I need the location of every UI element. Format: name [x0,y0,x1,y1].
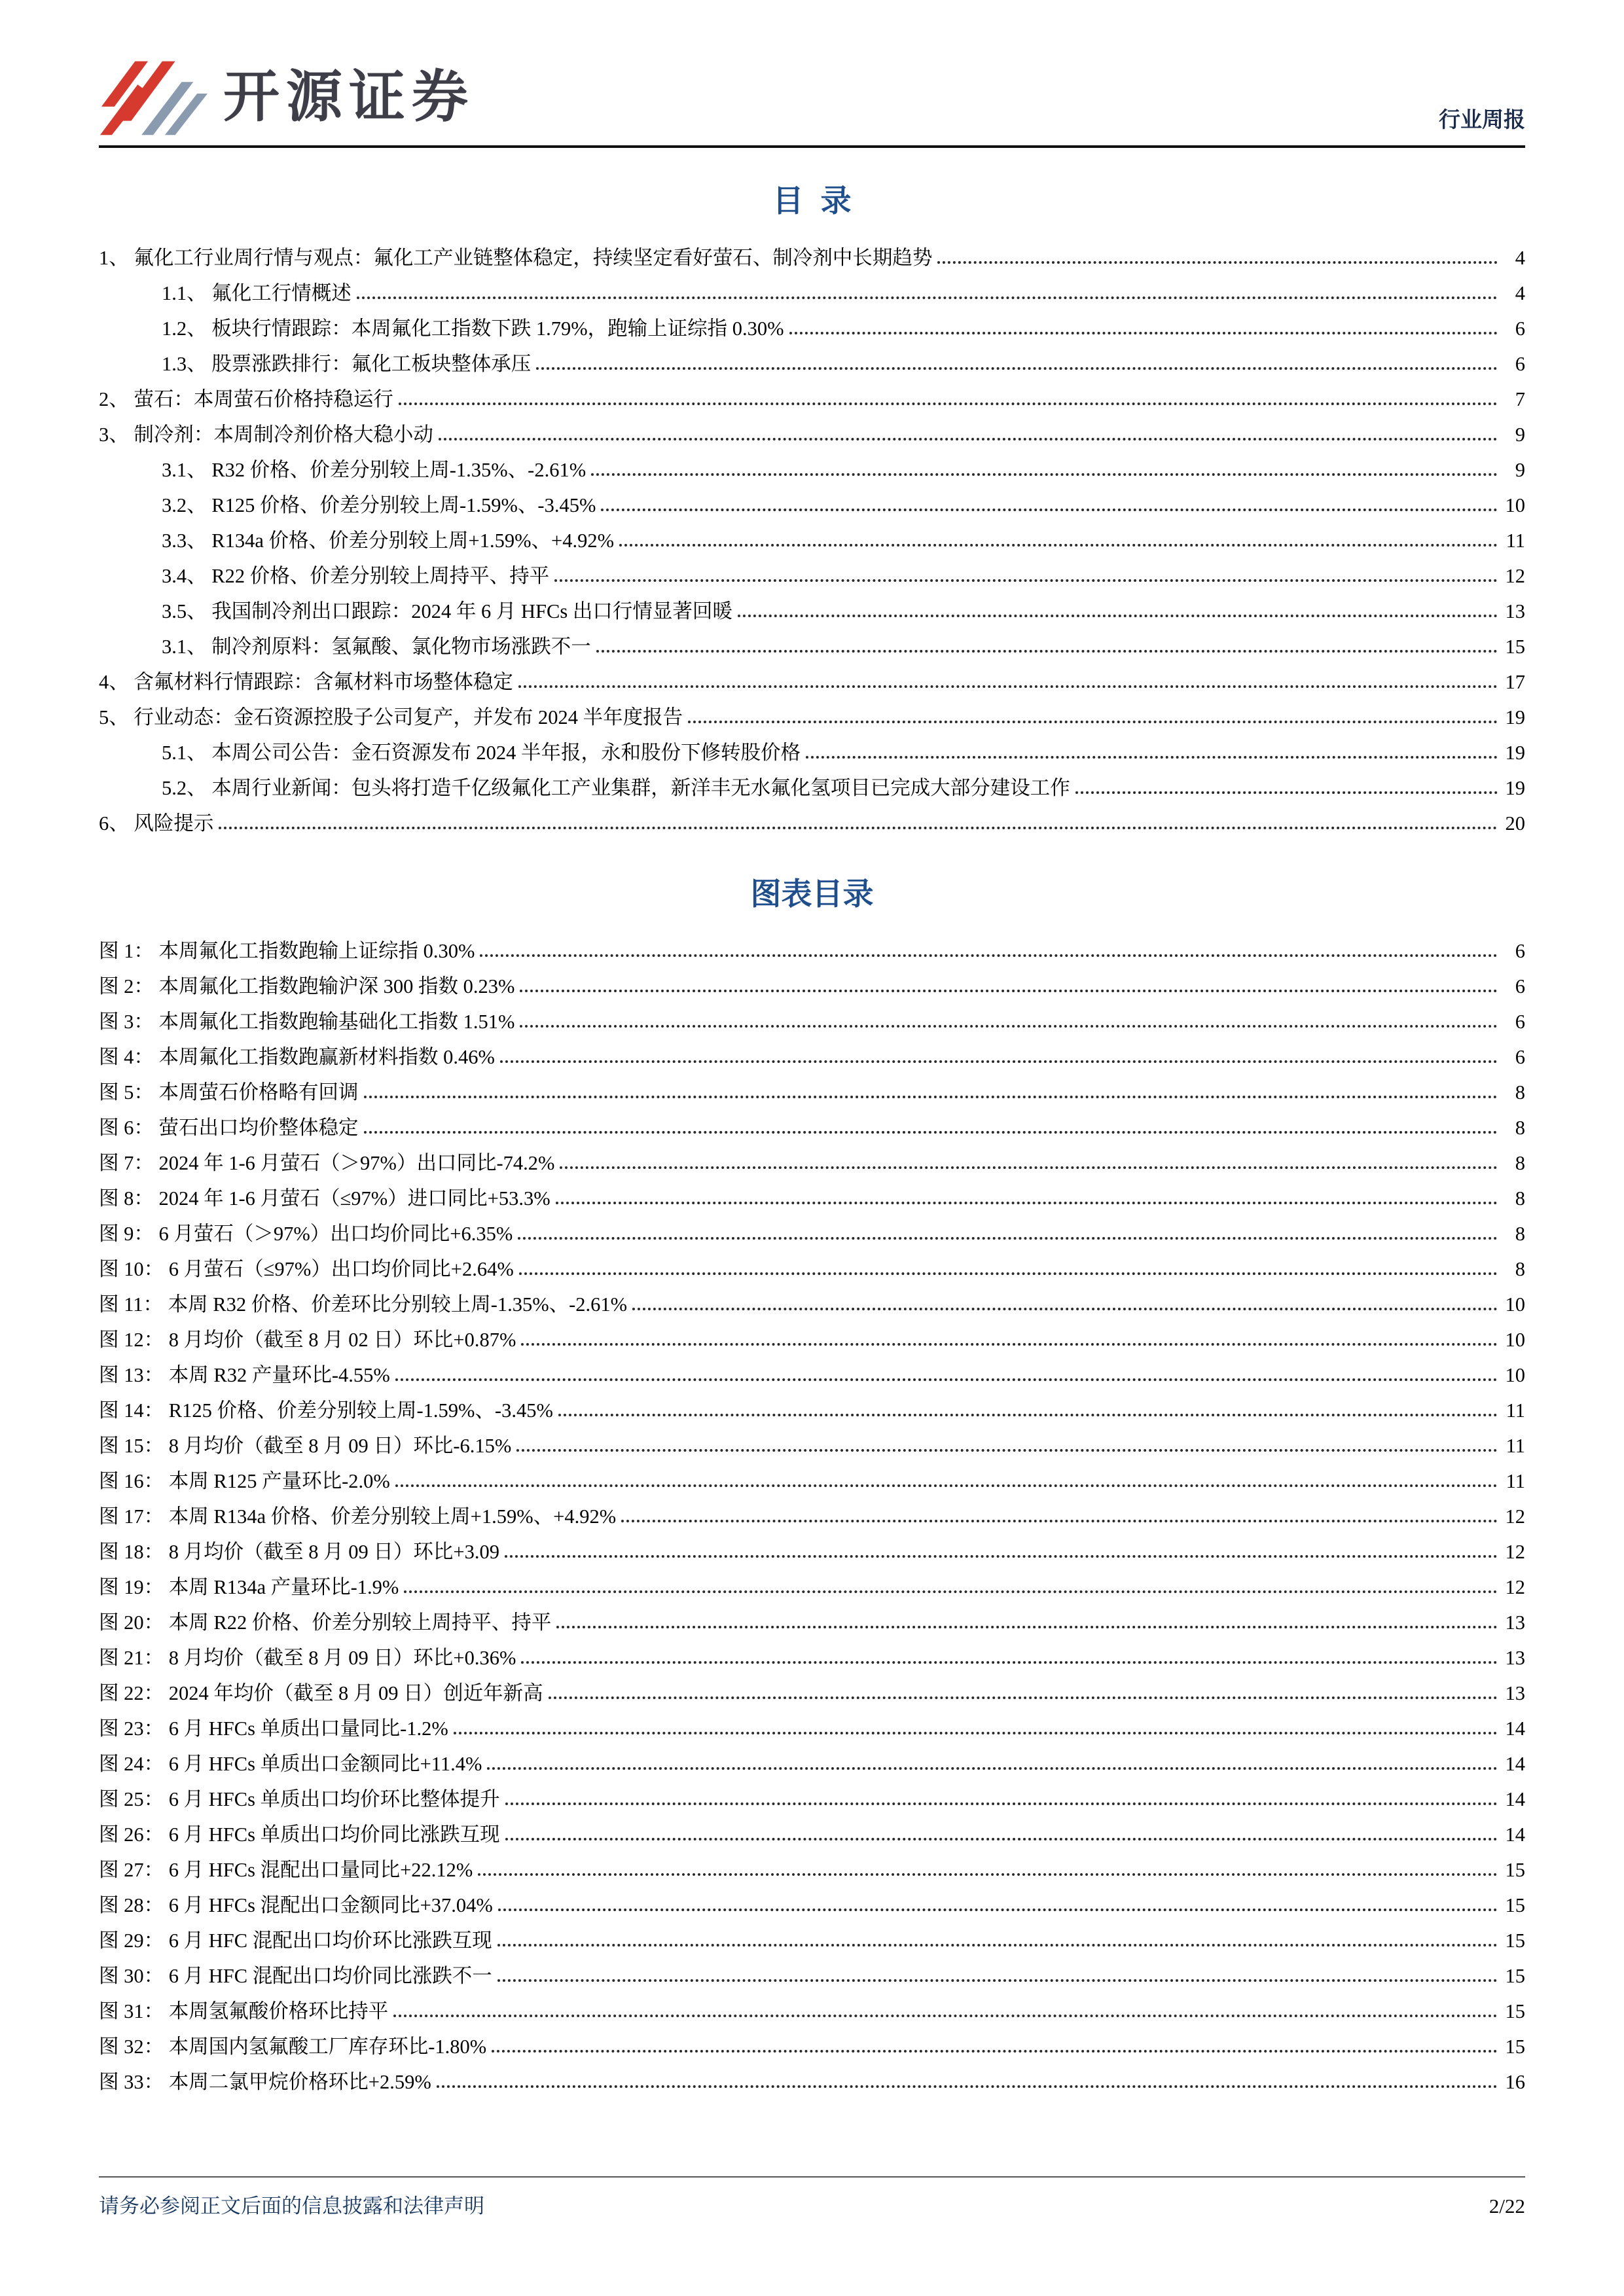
figure-entry[interactable] [99,1283,1525,1318]
figure-entry-page: 12 [1505,1576,1525,1599]
figure-entry-page: 8 [1515,1117,1525,1139]
toc-entry-page: 19 [1505,742,1525,764]
toc-entry-label: 3.5、 我国制冷剂出口跟踪：2024 年 6 月 HFCs 出口行情显著回暖 [162,600,732,623]
dot-leader [560,1166,1498,1169]
figure-entry-label: 图 2： 本周氟化工指数跑输沪深 300 指数 0.23% [99,975,515,998]
figure-entry-label: 图 4： 本周氟化工指数跑赢新材料指数 0.46% [99,1046,495,1069]
figure-entry-label: 图 3： 本周氟化工指数跑输基础化工指数 1.51% [99,1011,515,1033]
toc-entry-label: 3.2、 R125 价格、价差分别较上周-1.59%、-3.45% [162,494,596,517]
dot-leader [518,685,1498,688]
dot-leader [487,1767,1498,1770]
toc-entry-label: 5、 行业动态：金石资源控股子公司复产，并发布 2024 半年度报告 [99,706,683,729]
toc-entry[interactable] [99,484,1525,519]
toc-entry-label: 3.3、 R134a 价格、价差分别较上周+1.59%、+4.92% [162,529,614,552]
toc-entry-page: 4 [1515,282,1525,305]
toc-entry[interactable] [99,307,1525,342]
figure-entry-page: 15 [1505,1859,1525,1882]
dot-leader [399,403,1498,405]
dot-leader [505,1555,1498,1558]
toc-entry-label: 3.1、 R32 价格、价差分别较上周-1.35%、-2.61% [162,459,586,482]
toc-entry[interactable] [99,766,1525,802]
dot-leader [549,1696,1498,1699]
figure-entry-label: 图 12： 8 月均价（截至 8 月 02 日）环比+0.87% [99,1329,516,1352]
figure-entry-label: 图 29： 6 月 HFC 混配出口均价环比涨跌互现 [99,1929,492,1952]
figure-entry[interactable] [99,2060,1525,2096]
figure-entry[interactable] [99,1460,1525,1495]
figure-entry[interactable] [99,1389,1525,1424]
toc-entry[interactable] [99,554,1525,590]
dot-leader [497,1979,1498,1982]
figure-entry[interactable] [99,1884,1525,1919]
dot-leader [789,332,1498,334]
dot-leader [364,1096,1498,1098]
figure-entry-page: 11 [1506,1435,1525,1458]
figure-entry[interactable] [99,1424,1525,1460]
dot-leader [505,1803,1498,1805]
toc-entry-page: 19 [1505,706,1525,729]
dot-leader [596,650,1498,653]
figure-entry-label: 图 23： 6 月 HFCs 单质出口量同比-1.2% [99,1717,448,1740]
figure-entry-page: 12 [1505,1541,1525,1564]
figure-entry[interactable] [99,1177,1525,1212]
dot-leader [395,1378,1498,1381]
toc-entry-label: 4、 含氟材料行情跟踪：含氟材料市场整体稳定 [99,671,513,694]
toc-entry[interactable] [99,519,1525,554]
figure-entry[interactable] [99,1566,1525,1601]
figure-entry-page: 10 [1505,1329,1525,1352]
dot-leader [937,261,1498,264]
figure-entry[interactable] [99,1919,1525,1954]
toc-entry-label: 3.4、 R22 价格、价差分别较上周持平、持平 [162,565,550,588]
figure-entry-page: 11 [1506,1399,1525,1422]
dot-leader [357,296,1498,299]
dot-leader [806,756,1498,759]
toc-entry[interactable] [99,448,1525,484]
toc-entry-page: 10 [1505,494,1525,517]
figure-entry-label: 图 32： 本周国内氢氟酸工厂库存环比-1.80% [99,2036,487,2058]
figure-entry-label: 图 10： 6 月萤石（≤97%）出口均价同比+2.64% [99,1258,514,1281]
dot-leader [498,1909,1498,1911]
figure-entry-label: 图 14： R125 价格、价差分别较上周-1.59%、-3.45% [99,1399,553,1422]
figure-entry-label: 图 31： 本周氢氟酸价格环比持平 [99,2000,389,2023]
dot-leader [404,1590,1498,1593]
figure-entry[interactable] [99,2025,1525,2060]
dot-leader [518,1237,1498,1240]
dot-leader [556,1202,1498,1204]
footer-disclaimer: 请务必参阅正文后面的信息披露和法律声明 [99,2195,484,2217]
dot-leader [478,1873,1498,1876]
dot-leader [219,827,1498,829]
figure-entry-page: 14 [1505,1753,1525,1776]
figure-entry-label: 图 33： 本周二氯甲烷价格环比+2.59% [99,2071,431,2094]
figure-entry-label: 图 13： 本周 R32 产量环比-4.55% [99,1364,390,1387]
dot-leader [521,1343,1498,1346]
figure-entry-page: 13 [1505,1611,1525,1634]
dot-leader [492,2050,1498,2053]
figure-entry[interactable] [99,1636,1525,1672]
figure-entry-page: 10 [1505,1293,1525,1316]
toc-entry[interactable] [99,660,1525,696]
figure-entry-label: 图 9： 6 月萤石（＞97%）出口均价同比+6.35% [99,1223,513,1246]
figure-entry-page: 8 [1515,1258,1525,1281]
figure-entry-label: 图 7： 2024 年 1-6 月萤石（＞97%）出口同比-74.2% [99,1152,555,1175]
toc-entry-label: 3.1、 制冷剂原料：氢氟酸、氯化物市场涨跌不一 [162,636,591,658]
figure-entry-page: 11 [1506,1470,1525,1493]
dot-leader [519,1272,1498,1275]
toc-entry-label: 6、 风险提示 [99,812,214,835]
toc-entry-page: 9 [1515,459,1525,482]
dot-leader [395,1484,1498,1487]
dot-leader [621,1520,1498,1522]
dot-leader [536,367,1498,370]
figure-entry-label: 图 15： 8 月均价（截至 8 月 09 日）环比-6.15% [99,1435,512,1458]
figure-entry-label: 图 27： 6 月 HFCs 混配出口量同比+22.12% [99,1859,473,1882]
figure-entry[interactable] [99,1742,1525,1778]
toc-entry-page: 4 [1515,247,1525,270]
toc-entry[interactable] [99,378,1525,413]
figure-entry[interactable] [99,1212,1525,1247]
toc-entry[interactable] [99,413,1525,448]
toc-title: 目 录 [772,183,852,218]
dot-leader [601,509,1498,511]
figure-entry-label: 图 17： 本周 R134a 价格、价差分别较上周+1.59%、+4.92% [99,1505,617,1528]
figure-entry-page: 8 [1515,1152,1525,1175]
figure-entry-page: 14 [1505,1717,1525,1740]
figure-entry[interactable] [99,1318,1525,1354]
figure-entry[interactable] [99,929,1525,965]
toc-entry-page: 15 [1505,636,1525,658]
dot-leader [437,2085,1498,2088]
dot-leader [393,2015,1498,2017]
figure-entry-page: 8 [1515,1187,1525,1210]
figure-entry-label: 图 21： 8 月均价（截至 8 月 09 日）环比+0.36% [99,1647,516,1670]
dot-leader [364,1131,1498,1134]
figure-entry[interactable] [99,1813,1525,1848]
dot-leader [738,615,1498,617]
figure-entry[interactable] [99,1000,1525,1035]
toc-entry[interactable] [99,731,1525,766]
figure-entry[interactable] [99,965,1525,1000]
toc-entry-label: 5.1、 本周公司公告：金石资源发布 2024 半年报，永和股份下修转股价格 [162,742,801,764]
figure-entry[interactable] [99,1990,1525,2025]
company-name: 开源证券 [223,65,475,128]
toc-entry[interactable] [99,625,1525,660]
figure-entry-page: 8 [1515,1223,1525,1246]
figure-entry-page: 14 [1505,1823,1525,1846]
dot-leader [516,1449,1498,1452]
toc-entry-page: 13 [1505,600,1525,623]
figure-entry-page: 8 [1515,1081,1525,1104]
figure-entry[interactable] [99,1778,1525,1813]
dot-leader [520,1025,1498,1028]
dot-leader [521,1661,1498,1664]
figure-entry-page: 12 [1505,1505,1525,1528]
figure-entry-label: 图 16： 本周 R125 产量环比-2.0% [99,1470,390,1493]
figure-entry-page: 16 [1505,2071,1525,2094]
figure-entry-page: 15 [1505,1965,1525,1988]
toc-entry[interactable] [99,696,1525,731]
company-logo [99,56,475,137]
figure-entry[interactable] [99,1601,1525,1636]
toc-entry-page: 6 [1515,353,1525,376]
figure-entry[interactable] [99,1035,1525,1071]
toc-entry-page: 7 [1515,388,1525,411]
page-header [99,0,1525,137]
dot-leader [1075,791,1498,794]
dot-leader [619,544,1498,547]
figure-entry-page: 15 [1505,2000,1525,2023]
figure-entry-label: 图 28： 6 月 HFCs 混配出口金额同比+37.04% [99,1894,493,1917]
dot-leader [556,1626,1498,1628]
dot-leader [500,1060,1498,1063]
dot-leader [497,1944,1498,1946]
figure-entry[interactable] [99,1106,1525,1141]
report-type-label: 行业周报 [1439,107,1525,132]
dot-leader [688,721,1498,723]
page-footer [99,2176,1525,2219]
toc-list [99,236,1525,837]
header-divider [99,145,1525,148]
figure-entry-label: 图 8： 2024 年 1-6 月萤石（≤97%）进口同比+53.3% [99,1187,550,1210]
figure-entry-label: 图 1： 本周氟化工指数跑输上证综指 0.30% [99,940,475,963]
figure-entry[interactable] [99,1354,1525,1389]
toc-entry-label: 5.2、 本周行业新闻：包头将打造千亿级氟化工产业集群，新洋丰无水氟化氢项目已完成大部分建设工作 [162,777,1070,800]
footer-page-number: 2/22 [1489,2195,1525,2217]
figure-entry-label: 图 25： 6 月 HFCs 单质出口均价环比整体提升 [99,1788,500,1811]
figure-entry[interactable] [99,1141,1525,1177]
figure-entry[interactable] [99,1495,1525,1530]
figure-entry-label: 图 20： 本周 R22 价格、价差分别较上周持平、持平 [99,1611,552,1634]
dot-leader [505,1838,1498,1840]
toc-entry[interactable] [99,342,1525,378]
figure-entry-page: 14 [1505,1788,1525,1811]
figure-entry[interactable] [99,1954,1525,1990]
toc-entry[interactable] [99,590,1525,625]
figure-entry-label: 图 26： 6 月 HFCs 单质出口均价同比涨跌互现 [99,1823,500,1846]
figure-entry[interactable] [99,1071,1525,1106]
figure-entry-label: 图 5： 本周萤石价格略有回调 [99,1081,359,1104]
dot-leader [554,579,1498,582]
figures-title: 图表目录 [750,876,874,911]
figure-entry-label: 图 22： 2024 年均价（截至 8 月 09 日）创近年新高 [99,1682,543,1705]
figure-entry[interactable] [99,1247,1525,1283]
figure-entry-label: 图 11： 本周 R32 价格、价差环比分别较上周-1.35%、-2.61% [99,1293,628,1316]
figure-entry-page: 6 [1515,1011,1525,1033]
toc-entry-label: 2、 萤石：本周萤石价格持稳运行 [99,388,393,411]
dot-leader [454,1732,1498,1734]
figure-entry-label: 图 30： 6 月 HFC 混配出口均价同比涨跌不一 [99,1965,492,1988]
toc-entry-label: 1、 氟化工行业周行情与观点：氟化工产业链整体稳定，持续坚定看好萤石、制冷剂中长期趋势 [99,247,933,270]
toc-entry-page: 11 [1506,529,1525,552]
figure-entry-label: 图 24： 6 月 HFCs 单质出口金额同比+11.4% [99,1753,482,1776]
figure-entry-page: 10 [1505,1364,1525,1387]
toc-entry-page: 20 [1505,812,1525,835]
dot-leader [480,954,1498,957]
toc-entry-page: 19 [1505,777,1525,800]
toc-entry-label: 1.1、 氟化工行情概述 [162,282,352,305]
toc-entry-page: 12 [1505,565,1525,588]
figure-entry-page: 6 [1515,975,1525,998]
figure-entry[interactable] [99,1707,1525,1742]
toc-entry-label: 3、 制冷剂：本周制冷剂价格大稳小动 [99,423,433,446]
toc-entry-page: 17 [1505,671,1525,694]
figure-entry-label: 图 19： 本周 R134a 产量环比-1.9% [99,1576,399,1599]
figure-entry-page: 13 [1505,1682,1525,1705]
dot-leader [591,473,1498,476]
toc-entry-label: 1.3、 股票涨跌排行：氟化工板块整体承压 [162,353,532,376]
figures-list [99,929,1525,2096]
toc-entry[interactable] [99,272,1525,307]
figure-entry[interactable] [99,1848,1525,1884]
figure-entry-label: 图 18： 8 月均价（截至 8 月 09 日）环比+3.09 [99,1541,499,1564]
figure-entry-page: 13 [1505,1647,1525,1670]
kaiyuan-logo-icon [99,56,209,137]
toc-entry[interactable] [99,802,1525,837]
figure-entry[interactable] [99,1672,1525,1707]
toc-entry-page: 9 [1515,423,1525,446]
toc-entry-page: 6 [1515,317,1525,340]
figure-entry-page: 15 [1505,1894,1525,1917]
figure-entry-label: 图 6： 萤石出口均价整体稳定 [99,1117,359,1139]
dot-leader [558,1414,1498,1416]
toc-entry-label: 1.2、 板块行情跟踪：本周氟化工指数下跌 1.79%，跑输上证综指 0.30% [162,317,784,340]
figure-entry[interactable] [99,1530,1525,1566]
figure-entry-page: 6 [1515,1046,1525,1069]
dot-leader [439,438,1498,440]
figure-entry-page: 6 [1515,940,1525,963]
figure-entry-page: 15 [1505,1929,1525,1952]
figure-entry-page: 15 [1505,2036,1525,2058]
toc-entry[interactable] [99,236,1525,272]
dot-leader [520,990,1498,992]
dot-leader [632,1308,1498,1310]
